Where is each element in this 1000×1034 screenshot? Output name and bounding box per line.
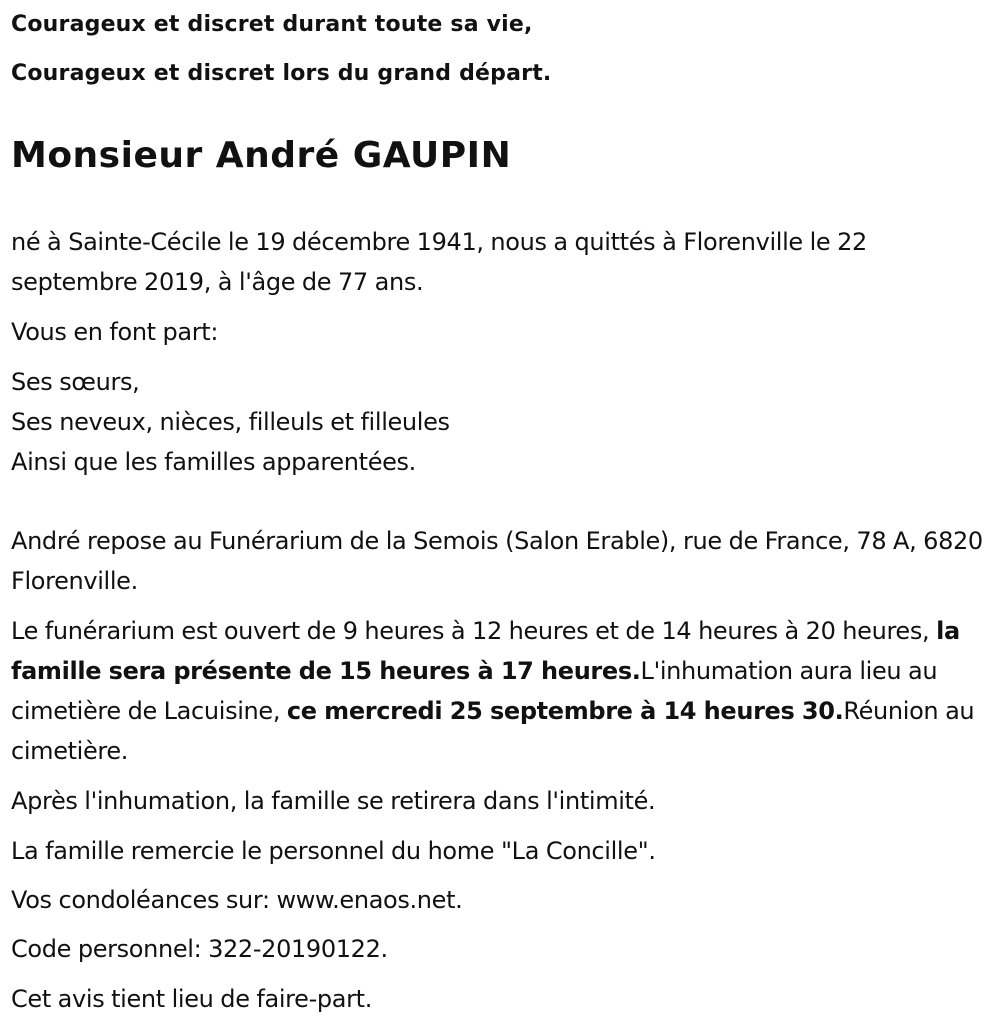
birth-death-paragraph: né à Sainte-Cécile le 19 décembre 1941, nous a quittés à Florenville le 22 septembre 2019, à l'âge de 77 ans. — [11, 228, 867, 296]
schedule-text-3: Réunion au cimetière. — [11, 697, 975, 765]
after-burial-line: Après l'inhumation, la famille se retirera dans l'intimité. — [11, 787, 656, 815]
schedule-text-1: Le funérarium est ouvert de 9 heures à 12 heures et de 14 heures à 20 heures, — [11, 617, 937, 645]
family-list — [11, 362, 986, 482]
notice-line: Cet avis tient lieu de faire-part. — [11, 985, 372, 1013]
condolences-line: Vos condoléances sur: www.enaos.net. — [11, 886, 463, 914]
intro-line-1: Courageux et discret durant toute sa vie, — [11, 12, 533, 37]
page-title: Monsieur André GAUPIN — [11, 135, 512, 176]
schedule-paragraph — [11, 611, 986, 771]
personal-code-line: Code personnel: 322-20190122. — [11, 935, 388, 963]
intro-line-2: Courageux et discret lors du grand départ. — [11, 61, 552, 86]
family-presence-bold: la famille sera présente de 15 heures à 17 heures. — [11, 617, 960, 685]
announcement-line: Vous en font part: — [11, 318, 219, 346]
family-line-sisters: Ses sœurs, — [11, 368, 140, 396]
schedule-text-2: L'inhumation aura lieu au cimetière de Lacuisine, — [11, 657, 938, 725]
family-line-nephews: Ses neveux, nièces, filleuls et filleules — [11, 408, 450, 436]
thanks-line: La famille remercie le personnel du home "La Concille". — [11, 837, 656, 865]
family-line-relatives: Ainsi que les familles apparentées. — [11, 448, 416, 476]
funeral-home-paragraph: André repose au Funérarium de la Semois (Salon Erable), rue de France, 78 A, 6820 Florenville. — [11, 527, 983, 595]
burial-date-bold: ce mercredi 25 septembre à 14 heures 30. — [286, 697, 844, 725]
